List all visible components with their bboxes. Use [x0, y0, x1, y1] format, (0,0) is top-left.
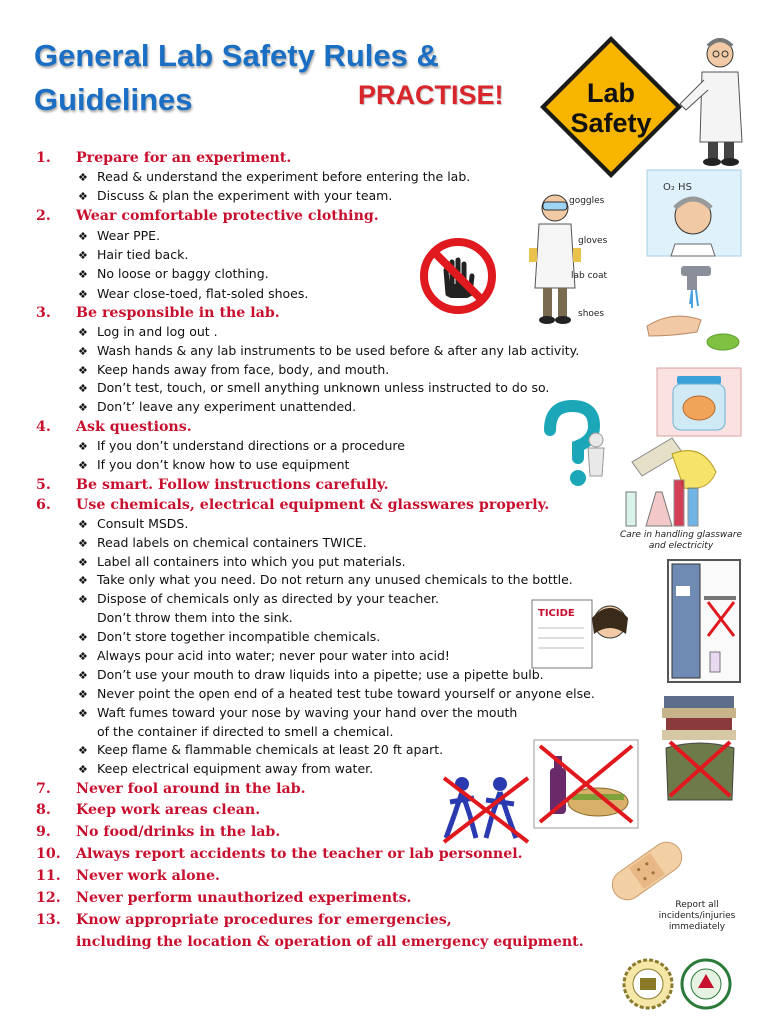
glassware-caption-line-2: and electricity	[648, 541, 714, 551]
rule-item: ❖ If you don’t understand directions or a procedure	[78, 437, 405, 453]
rule-item: ❖ Hair tied back.	[78, 247, 189, 263]
rule-item: ❖ Never point the open end of a heated test tube toward yourself or anyone else.	[78, 685, 595, 701]
rule-item: ❖ Always pour acid into water; never pour water into acid!	[78, 647, 450, 663]
title-line-2: Guidelines	[34, 82, 193, 117]
rule-item: ❖ Log in and log out .	[78, 323, 218, 339]
rule-item: ❖ Wear PPE.	[78, 227, 161, 243]
rule-item: ❖ Don’t store together incompatible chemicals.	[78, 629, 381, 645]
rule-10	[36, 843, 696, 865]
rule-heading: 2. Wear comfortable protective clothing.	[36, 207, 379, 224]
rule-heading: 6. Use chemicals, electrical equipment & glasswares properly.	[36, 496, 550, 513]
rule-8	[36, 799, 696, 821]
rules-list	[36, 148, 696, 953]
rule-2	[36, 206, 696, 303]
rule-heading: 1. Prepare for an experiment.	[36, 150, 292, 166]
rule-7	[36, 779, 696, 799]
rule-4	[36, 417, 696, 475]
rule-item: ❖ Discuss & plan the experiment with your team.	[78, 187, 393, 203]
rule-item: ❖ Wear close-toed, flat-soled shoes.	[78, 285, 309, 301]
chem-sign-text: O₂ HS	[663, 182, 692, 193]
rule-item: ❖ Read & understand the experiment before entering the lab.	[78, 169, 471, 184]
rule-item: ❖ Wash hands & any lab instruments to be used before & after any lab activity.	[78, 342, 580, 358]
scientist-pointing-illustration	[672, 32, 752, 167]
rule-item-continuation: of the container if directed to smell a chemical.	[97, 723, 394, 739]
rule-item: ❖ Keep flame & flammable chemicals at least 20 ft apart.	[78, 742, 444, 758]
rule-heading: 5. Be smart. Follow instructions carefully.	[36, 476, 389, 493]
rule-heading: 7. Never fool around in the lab.	[36, 781, 306, 798]
rule-item: ❖ If you don’t know how to use equipment	[78, 456, 350, 472]
label-shoes: shoes	[578, 309, 605, 319]
rule-heading-continuation: including the location & operation of all emergency equipment.	[76, 934, 584, 951]
rule-item: ❖ No loose or baggy clothing.	[78, 266, 269, 282]
rule-item: ❖ Label all containers into which you put materials.	[78, 553, 406, 569]
rule-heading: 8. Keep work areas clean.	[36, 802, 261, 819]
report-caption-line-1: Report all	[675, 900, 719, 910]
rule-item: ❖ Keep electrical equipment away from water.	[78, 761, 374, 777]
report-caption-line-3: immediately	[668, 922, 726, 932]
rule-1	[36, 148, 696, 206]
msds-sign-text: TICIDE	[538, 608, 575, 619]
school-seal-logo	[622, 958, 674, 1010]
rule-item: ❖ Keep hands away from face, body, and mouth.	[78, 361, 390, 377]
rule-12	[36, 887, 696, 909]
rule-9	[36, 821, 696, 843]
rule-6	[36, 495, 696, 779]
rule-5	[36, 475, 696, 495]
sign-text-safety: Safety	[570, 108, 652, 138]
rule-item: ❖ Don’t test, touch, or smell anything unknown unless instructed to do so.	[78, 380, 550, 396]
rule-heading: 11. Never work alone.	[36, 868, 220, 885]
department-seal-logo	[680, 958, 732, 1010]
rule-3	[36, 303, 696, 417]
title-line-1: General Lab Safety Rules &	[34, 38, 439, 73]
rule-heading: 9. No food/drinks in the lab.	[36, 824, 281, 841]
rule-13	[36, 909, 696, 953]
rule-heading: 3. Be responsible in the lab.	[36, 304, 280, 321]
rule-item-continuation: Don’t throw them into the sink.	[97, 610, 293, 626]
rule-item: ❖ Consult MSDS.	[78, 515, 189, 531]
rule-item: ❖ Waft fumes toward your nose by waving your hand over the mouth	[78, 704, 518, 720]
rule-item: ❖ Don’t use your mouth to draw liquids into a pipette; use a pipette bulb.	[78, 666, 544, 682]
rule-item: ❖ Take only what you need. Do not return any unused chemicals to the bottle.	[78, 572, 573, 588]
rule-item: ❖ Read labels on chemical containers TWICE.	[78, 534, 367, 550]
practise-label: PRACTISE!	[358, 80, 504, 110]
report-caption-line-2: incidents/injuries	[658, 911, 736, 921]
label-goggles: goggles	[569, 196, 605, 206]
rule-11	[36, 865, 696, 887]
rule-item: ❖ Don’t’ leave any experiment unattended.	[78, 399, 357, 415]
rule-heading: 13. Know appropriate procedures for emergencies,	[36, 912, 452, 929]
label-gloves: gloves	[578, 236, 608, 246]
rule-heading: 12. Never perform unauthorized experiments.	[36, 890, 412, 907]
label-lab-coat: lab coat	[571, 271, 608, 281]
rule-item: ❖ Dispose of chemicals only as directed by your teacher.	[78, 591, 439, 607]
rule-heading: 10. Always report accidents to the teacher or lab personnel.	[36, 846, 523, 863]
rule-heading: 4. Ask questions.	[36, 418, 192, 435]
sign-text-lab: Lab	[586, 78, 636, 108]
glassware-caption-line-1: Care in handling glassware	[619, 530, 743, 540]
